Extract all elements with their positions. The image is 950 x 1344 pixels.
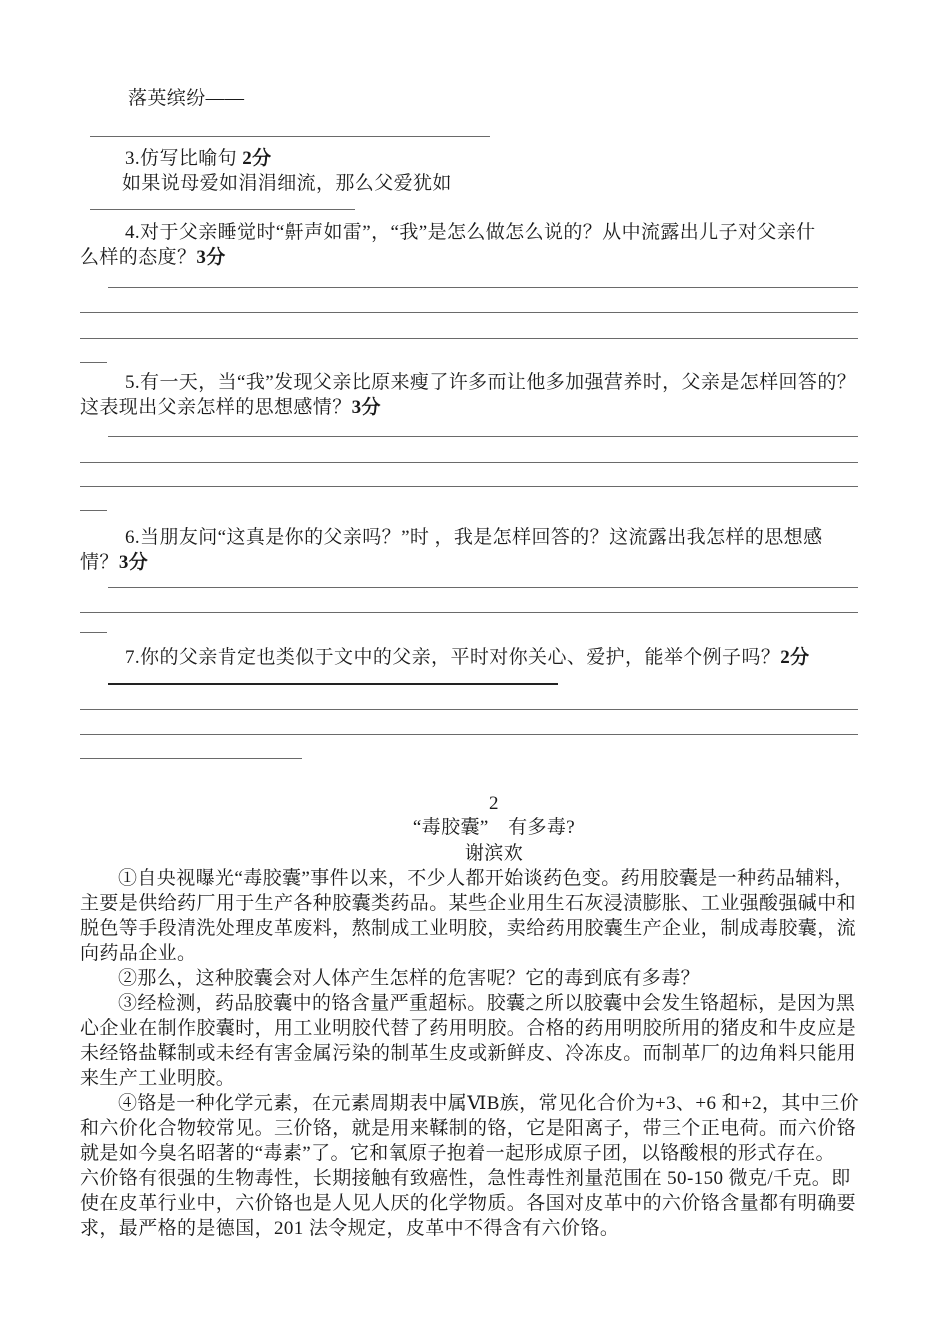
passage-line-text: 六价铬有很强的生物毒性，长期接触有致癌性，急性毒性剂量范围在 50-150 微克/千克。即 bbox=[80, 1168, 851, 1189]
passage-line-text: 就是如今臭名昭著的“毒素”了。它和氧原子抱着一起形成原子团，以铬酸根的形式存在。 bbox=[80, 1143, 835, 1164]
answer-blank-line bbox=[108, 436, 858, 437]
answer-blank-line bbox=[80, 486, 858, 487]
passage-line bbox=[80, 1116, 856, 1141]
answer-blank-line bbox=[90, 209, 355, 210]
passage-line-text: 心企业在制作胶囊时，用工业明胶代替了药用明胶。合格的药用明胶所用的猪皮和牛皮应是 bbox=[80, 1018, 857, 1039]
question-6-line-2 bbox=[80, 550, 148, 575]
question-7-text: 7.你的父亲肯定也类似于文中的父亲，平时对你关心、爱护，能举个例子吗？ bbox=[125, 647, 781, 668]
question-4-line-1 bbox=[125, 220, 816, 245]
passage-line-text: 求，最严格的是德国，201 法令规定，皮革中不得含有六价铬。 bbox=[80, 1218, 620, 1239]
answer-blank-line bbox=[108, 587, 858, 588]
answer-blank-line bbox=[80, 632, 107, 633]
score-label: 2分 bbox=[780, 647, 810, 668]
question-6-text: 6.当朋友问“这真是你的父亲吗？”时 ，我是怎样回答的？这流露出我怎样的思想感 bbox=[125, 527, 823, 548]
question-4-text: 4.对于父亲睡觉时“鼾声如雷”，“我”是怎么做怎么说的？从中流露出儿子对父亲什 bbox=[125, 222, 816, 243]
question-4-text: 么样的态度？ bbox=[80, 247, 197, 268]
passage-line-text: ④铬是一种化学元素，在元素周期表中属ⅥB族，常见化合价为+3、+6 和+2，其中三价 bbox=[118, 1093, 859, 1114]
section-number-text: 2 bbox=[489, 793, 499, 814]
answer-blank-line bbox=[80, 362, 107, 363]
question-3-heading bbox=[125, 146, 272, 171]
passage-author bbox=[130, 841, 858, 866]
question-7-line bbox=[125, 645, 810, 670]
answer-blank-line bbox=[80, 312, 858, 313]
passage-line-text: 脱色等手段清洗处理皮革废料，熬制成工业明胶，卖给药用胶囊生产企业，制成毒胶囊，流 bbox=[80, 918, 857, 939]
answer-blank-line bbox=[80, 709, 858, 710]
passage-line-text: 来生产工业明胶。 bbox=[80, 1068, 236, 1089]
answer-blank-line bbox=[80, 734, 858, 735]
question-3-heading-text: 3.仿写比喻句 bbox=[125, 148, 238, 169]
answer-blank-line bbox=[80, 758, 302, 759]
passage-line bbox=[80, 1016, 856, 1041]
passage-line-text: ①自央视曝光“毒胶囊”事件以来，不少人都开始谈药色变。药用胶囊是一种药品辅料， bbox=[118, 868, 854, 889]
question-6-text: 情？ bbox=[80, 552, 119, 573]
question-4-line-2 bbox=[80, 245, 226, 270]
passage-line bbox=[80, 891, 856, 916]
passage-line bbox=[80, 941, 196, 966]
passage-line-text: 向药品企业。 bbox=[80, 943, 197, 964]
answer-blank-line bbox=[108, 287, 858, 288]
idiom-prompt-line bbox=[128, 86, 244, 111]
passage-line-text: ③经检测，药品胶囊中的铬含量严重超标。胶囊之所以胶囊中会发生铬超标，是因为黑 bbox=[118, 993, 856, 1014]
answer-blank-line bbox=[108, 683, 558, 685]
passage-line bbox=[80, 1041, 856, 1066]
answer-blank-line bbox=[90, 136, 490, 137]
question-6-line-1 bbox=[125, 525, 822, 550]
passage-line bbox=[80, 1191, 856, 1216]
score-label: 3分 bbox=[118, 552, 149, 573]
passage-line-text: 主要是供给药厂用于生产各种胶囊类药品。某些企业用生石灰浸渍膨胀、工业强酸强碱中和 bbox=[80, 893, 857, 914]
passage-line bbox=[80, 1066, 235, 1091]
passage-line bbox=[118, 1091, 859, 1116]
answer-blank-line bbox=[80, 510, 107, 511]
question-5-line-2 bbox=[80, 395, 381, 420]
score-label: 2分 bbox=[242, 148, 272, 169]
question-5-text: 这表现出父亲怎样的思想感情？ bbox=[80, 397, 352, 418]
passage-line-text: ②那么，这种胶囊会对人体产生怎样的危害呢？它的毒到底有多毒？ bbox=[118, 968, 701, 989]
passage-line bbox=[118, 966, 700, 991]
passage-line bbox=[80, 916, 856, 941]
question-5-line-1 bbox=[125, 370, 856, 395]
passage-author-text: 谢滨欢 bbox=[464, 843, 524, 864]
passage-line bbox=[118, 866, 853, 891]
passage-line-text: 使在皮革行业中，六价铬也是人见人厌的化学物质。各国对皮革中的六价铬含量都有明确要 bbox=[80, 1193, 857, 1214]
question-5-text: 5.有一天，当“我”发现父亲比原来瘦了许多而让他多加强营养时，父亲是怎样回答的？ bbox=[125, 372, 857, 393]
passage-title bbox=[130, 815, 858, 840]
idiom-prompt-text: 落英缤纷—— bbox=[128, 88, 245, 109]
question-3-prompt-text: 如果说母爱如涓涓细流，那么父爱犹如 bbox=[122, 173, 452, 194]
passage-line bbox=[80, 1166, 851, 1191]
passage-line bbox=[80, 1216, 619, 1241]
question-3-prompt bbox=[122, 171, 452, 196]
passage-line-text: 和六价化合物较常见。三价铬，就是用来鞣制的铬，它是阳离子，带三个正电荷。而六价铬 bbox=[80, 1118, 857, 1139]
score-label: 3分 bbox=[351, 397, 381, 418]
answer-blank-line bbox=[80, 338, 858, 339]
score-label: 3分 bbox=[196, 247, 226, 268]
passage-title-text: “毒胶囊” 有多毒? bbox=[412, 817, 576, 838]
answer-blank-line bbox=[80, 462, 858, 463]
passage-line-text: 未经铬盐鞣制或未经有害金属污染的制革生皮或新鲜皮、冷冻皮。而制革厂的边角料只能用 bbox=[80, 1043, 857, 1064]
section-number bbox=[130, 791, 858, 816]
passage-line bbox=[80, 1141, 835, 1166]
answer-blank-line bbox=[80, 612, 858, 613]
passage-line bbox=[118, 991, 855, 1016]
